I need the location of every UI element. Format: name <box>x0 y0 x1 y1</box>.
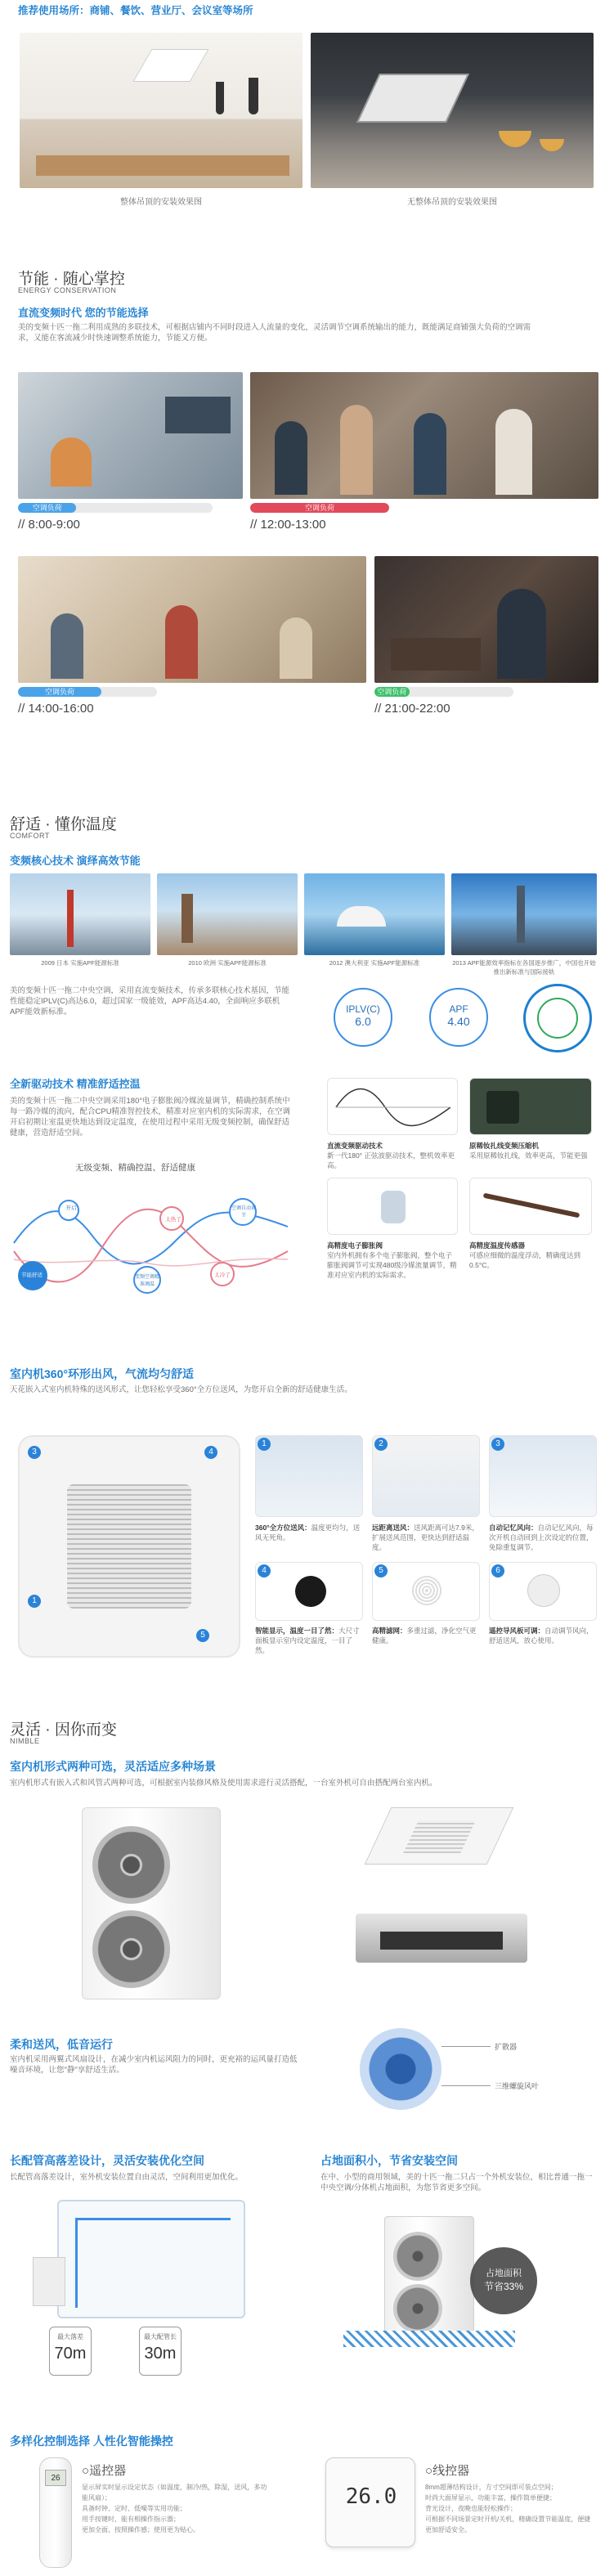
badge-value: 70m <box>54 2345 87 2363</box>
tech-desc: 新一代180° 正弦波驱动技术，整机效率更高。 <box>327 1151 455 1169</box>
city-caption-1: 2009 日本 实施APF能源标准 <box>41 959 119 967</box>
fan-label-diffuser: 扩散器 <box>495 2043 518 2051</box>
chip-image <box>486 1091 519 1124</box>
display-icon <box>295 1576 326 1607</box>
load-bar-3 <box>18 687 157 697</box>
slot-photo-night <box>374 556 598 683</box>
pipe-heading: 长配管高落差设计，灵活安装优化空间 <box>10 2154 204 2167</box>
badge-value: 30m <box>144 2345 177 2363</box>
comfort-desc: 美的变频十匹一拖二中央空调，采用直流变频技术，传承多联核心技术基因，节能性能稳定IPLV(C)高达6.0，超过国家一级能效，APF高达4.40，全面响应多联机APF能效新标准。 <box>10 986 290 1016</box>
fan-desc: 室内机采用两翼式风扇设计，在减少室内机运风阻力的同时，更充裕的运风量打造低噪音环境，让您"静"享舒适生活。 <box>10 2055 298 2075</box>
person-image <box>51 438 92 487</box>
airflow-heading: 室内机360°环形出风，气流均匀舒适 <box>10 1367 194 1380</box>
feature-num: 5 <box>374 1564 388 1577</box>
area-badge-line1: 占地面积 <box>486 2269 522 2278</box>
feature-desc: 多重过滤，净化空气更健康。 <box>372 1627 477 1645</box>
building-diagram <box>57 2200 245 2318</box>
pipe-line <box>75 2218 78 2308</box>
person-image <box>495 409 532 495</box>
fan-grille-image <box>393 2232 442 2281</box>
opera-house-image <box>337 906 386 927</box>
menu-board-image <box>165 397 231 433</box>
list-item: 用手按键时，能有相操作指示器； <box>82 2515 180 2523</box>
list-item: 时尚大面屏显示，功能丰富，操作简单便捷； <box>425 2494 556 2502</box>
person-image <box>340 405 373 495</box>
remote-control-image <box>39 2457 72 2568</box>
feature-desc: 自动调节风向，舒适送风，放心使用。 <box>489 1627 594 1645</box>
spire-image <box>182 894 193 943</box>
fan-label-blade: 三维螺旋风叶 <box>495 2082 540 2090</box>
tech-title: 直流变频驱动技术 <box>327 1142 383 1150</box>
energy-label-logo <box>523 984 592 1052</box>
iplv-badge <box>334 988 392 1047</box>
city-caption-2: 2010 欧洲 实施APF能源标准 <box>188 959 267 967</box>
feature-text-4 <box>255 1626 363 1655</box>
person-image <box>414 413 446 495</box>
fan-heading: 柔和送风，低音运行 <box>10 2038 113 2051</box>
person-image <box>497 589 546 679</box>
filter-icon <box>410 1574 443 1607</box>
valve-icon <box>381 1191 406 1223</box>
slot-photo-morning <box>18 372 243 499</box>
iplv-label: IPLV(C) <box>346 1003 380 1015</box>
wired-list <box>425 2482 597 2535</box>
city-photo-australia <box>304 873 445 955</box>
comfort-title: 舒适 · 懂你温度 <box>10 816 117 833</box>
pipe-length-badge <box>139 2327 182 2376</box>
feature-title: 智能显示，温度一目了然： <box>255 1627 339 1635</box>
tech-desc: 采用原稀钕扎线，效率更高，节能更强 <box>469 1151 588 1160</box>
tech-title: 原稀钕扎线变频压缩机 <box>469 1142 540 1150</box>
list-item: 具备时钟、定时、低噪等实用功能； <box>82 2505 186 2512</box>
label-line <box>441 2046 491 2047</box>
comfort-heading: 变频核心技术 演绎高效节能 <box>10 855 141 867</box>
feature-title: 360°全方位送风： <box>255 1524 311 1532</box>
sensor-cable-icon <box>483 1193 580 1218</box>
panel-marker-4: 4 <box>204 1446 217 1459</box>
airflow-desc: 天花嵌入式室内机特殊的送风形式，让您轻松享受360°全方位送风，为您开启全新的舒适健康生活。 <box>10 1385 352 1394</box>
caption-left: 整体吊顶的安装效果图 <box>120 198 202 207</box>
pipe-line <box>75 2218 231 2220</box>
slot-photo-noon <box>250 372 598 499</box>
feature-desc: 大尺寸面板显示室内设定温度，一目了然。 <box>255 1627 360 1654</box>
energy-subtitle: ENERGY CONSERVATION <box>18 286 117 294</box>
sine-wave-icon <box>328 1079 458 1135</box>
energy-desc: 美的变频十匹一拖二利用成熟的多联技术，可根据店铺内不同时段进入人流量的变化，灵活调节空调系统输出的能力，既能满足商铺强大负荷的空调需求，又能在客流减少时快速调整系统能力，节能又方便。 <box>18 323 531 343</box>
fan-grille-image <box>92 1910 170 1988</box>
energy-title: 节能 · 随心掌控 <box>18 271 125 288</box>
list-item: 显示屏实时显示设定状态（如温度，制冷/热，除湿，送风，多功能风扇）； <box>82 2484 267 2502</box>
tech-text-2 <box>469 1141 592 1160</box>
list-item: 可根据不同场景定时开机/关机，精确设置节能温度，便捷更加舒适安全。 <box>425 2515 591 2533</box>
wired-controller-image <box>325 2457 415 2547</box>
outdoor-unit-mini <box>33 2257 65 2306</box>
controller-display: 26.0 <box>345 2484 397 2509</box>
wired-title-text: 线控器 <box>432 2464 470 2478</box>
tech-card-board <box>469 1078 592 1135</box>
load-bar-fill: 空调负荷 <box>250 503 389 513</box>
city-photo-china <box>451 873 597 955</box>
cassette-panel-image <box>18 1435 240 1658</box>
tech-text-4 <box>469 1241 592 1270</box>
iplv-value: 6.0 <box>355 1015 371 1028</box>
load-bar-2 <box>250 503 389 513</box>
feature-image-6 <box>489 1562 597 1621</box>
feature-num: 4 <box>258 1564 271 1577</box>
wave-label: 空调自动调节 <box>231 1206 256 1218</box>
tower-image <box>67 890 74 947</box>
slot-time-4: // 21:00-22:00 <box>374 702 450 716</box>
slot-time-2: // 12:00-13:00 <box>250 518 326 532</box>
feature-text-1 <box>255 1523 363 1542</box>
badge-title: 最大落差 <box>57 2333 83 2340</box>
louver-icon <box>527 1574 560 1607</box>
feature-num: 3 <box>491 1438 504 1451</box>
feature-title: 自动记忆风向： <box>489 1524 538 1532</box>
apf-value: 4.40 <box>447 1015 470 1028</box>
tech-card-sensor <box>469 1178 592 1235</box>
label-line <box>441 2085 491 2086</box>
list-item: 更加全面、按照操作感；使用更为贴心。 <box>82 2526 199 2533</box>
feature-image-4 <box>255 1562 363 1621</box>
lamp-image <box>540 139 564 151</box>
panel-marker-3: 3 <box>28 1446 41 1459</box>
tech-text-1 <box>327 1141 458 1170</box>
feature-image-2 <box>372 1435 480 1517</box>
load-bar-fill: 空调负荷 <box>374 687 410 697</box>
fan-impeller-image <box>360 2028 441 2110</box>
panel-marker-5: 5 <box>196 1629 209 1642</box>
person-image <box>275 421 307 495</box>
load-bar-fill: 空调负荷 <box>18 503 76 513</box>
height-diff-badge <box>49 2327 92 2376</box>
outdoor-unit-compact-image <box>384 2216 474 2339</box>
table-image <box>391 638 481 671</box>
remote-title: ○遥控器 <box>82 2464 127 2478</box>
tech-title: 高精度电子膨胀阀 <box>327 1241 383 1250</box>
feature-title: 远距离送风： <box>372 1524 415 1532</box>
tech-text-3 <box>327 1241 458 1280</box>
apf-label: APF <box>449 1003 468 1015</box>
cassette-indoor-image <box>365 1807 514 1865</box>
duct-indoor-image <box>356 1914 527 1963</box>
slot-time-3: // 14:00-16:00 <box>18 702 94 716</box>
lamp-image <box>499 131 531 147</box>
feature-desc: 送风距离可达7.9米，扩展送风范围，更快达到舒适温度。 <box>372 1524 479 1551</box>
city-photo-europe <box>157 873 298 955</box>
nimble-heading: 室内机形式两种可选，灵活适应多种场景 <box>10 1760 216 1773</box>
tech-card-sine <box>327 1078 458 1135</box>
duct-vent-image <box>380 1932 503 1950</box>
wave-label: 变频空调精准调温 <box>134 1275 159 1287</box>
city-caption-3: 2012 澳大利亚 实施APF能源标准 <box>329 959 420 967</box>
area-heading: 占地面积小，节省安装空间 <box>320 2154 458 2167</box>
feature-image-3 <box>489 1435 597 1517</box>
person-image <box>165 605 198 679</box>
lamp-image <box>216 82 224 114</box>
pipe-desc: 长配管高落差设计，室外机安装位置自由灵活，空间利用更加优化。 <box>10 2173 244 2182</box>
lamp-image <box>249 78 258 114</box>
feature-num: 2 <box>374 1438 388 1451</box>
grille-image <box>67 1484 191 1609</box>
city-photo-japan <box>10 873 150 955</box>
tech-desc: 可感应细微的温度浮动，精确度达到0.5°C。 <box>469 1251 581 1269</box>
list-item: 8mm超薄结构设计，方寸空间即可装点空间； <box>425 2484 558 2491</box>
remote-title-text: 遥控器 <box>89 2464 127 2478</box>
area-badge-line2: 节省33% <box>483 2281 524 2292</box>
list-item: 背光设计，夜晚也能轻松操作； <box>425 2505 517 2512</box>
cassette-unit-image <box>132 49 208 82</box>
panel-marker-1: 1 <box>28 1595 41 1608</box>
comfort-heading2: 全新驱动技术 精准舒适控温 <box>10 1078 141 1090</box>
caption-right: 无整体吊顶的安装效果图 <box>407 198 497 207</box>
feature-desc: 温度更均匀，送风无死角。 <box>255 1524 361 1542</box>
wave-label: 节能舒适 <box>21 1272 43 1278</box>
area-desc: 在中、小型的商用领域，美的十匹一拖二只占一个外机安装位，相比普通一拖一中央空调/分体机占地面积，为您节省更多空间。 <box>320 2173 593 2192</box>
nimble-desc: 室内机形式有嵌入式和风管式两种可选，可根据室内装修风格及使用需求进行灵活搭配，一台室外机可自由搭配两台室内机。 <box>10 1779 437 1788</box>
feature-text-5 <box>372 1626 480 1645</box>
outdoor-unit-image <box>82 1807 221 1999</box>
cassette-unit-image <box>356 74 469 123</box>
fan-grille-image <box>393 2284 442 2333</box>
slot-time-1: // 8:00-9:00 <box>18 518 80 532</box>
feature-text-3 <box>489 1523 597 1552</box>
usage-heading: 推荐使用场所：商铺、餐饮、营业厅、会议室等场所 <box>18 5 253 16</box>
wave-label: 开启 <box>65 1205 77 1211</box>
load-bar-4 <box>374 687 513 697</box>
tech-card-valve <box>327 1178 458 1235</box>
person-image <box>51 613 83 679</box>
no-ceiling-install-photo <box>311 33 594 188</box>
load-bar-fill: 空调负荷 <box>18 687 101 697</box>
person-image <box>280 617 312 679</box>
load-bar-1 <box>18 503 213 513</box>
feature-title: 遥控导风板可调： <box>489 1627 545 1635</box>
apf-badge <box>429 988 488 1047</box>
wired-title: ○线控器 <box>425 2464 470 2478</box>
energy-heading: 直流变频时代 您的节能选择 <box>18 307 149 319</box>
comfort-subtitle: COMFORT <box>10 832 50 840</box>
remote-screen: 26 <box>45 2470 66 2486</box>
tech-title: 高精度温度传感器 <box>469 1241 526 1250</box>
feature-num: 1 <box>258 1438 271 1451</box>
remote-list <box>82 2482 270 2535</box>
tower-image <box>517 886 525 943</box>
table-image <box>36 155 289 176</box>
slot-photo-afternoon <box>18 556 366 683</box>
floor-area-image <box>343 2331 515 2347</box>
nimble-title: 灵活 · 因你而变 <box>10 1721 117 1739</box>
feature-text-2 <box>372 1523 480 1552</box>
feature-num: 6 <box>491 1564 504 1577</box>
feature-title: 高精滤网： <box>372 1627 407 1635</box>
control-heading: 多样化控制选择 人性化智能操控 <box>10 2435 173 2448</box>
tech-desc: 室内外机拥有多个电子膨胀阀，整个电子膨胀阀调节可实现480级冷媒流量调节，精准对应室内机的实际需求。 <box>327 1251 457 1279</box>
feature-text-6 <box>489 1626 597 1645</box>
feature-desc: 自动记忆风向，每次开机自动回到上次设定的位置，免除重复调节。 <box>489 1524 594 1551</box>
feature-image-1 <box>255 1435 363 1517</box>
energy-logo-icon <box>537 998 578 1039</box>
city-caption-4: 2013 APF能源效率指标在各国逐步推广，中国也开始推出新标准与国际接轨 <box>452 959 596 976</box>
wave-label: 太冷了 <box>214 1272 231 1278</box>
area-saving-badge <box>470 2247 537 2314</box>
wave-title: 无级变频、精确控温、舒适健康 <box>75 1163 195 1173</box>
nimble-subtitle: NIMBLE <box>10 1737 40 1745</box>
grille-image <box>403 1820 476 1853</box>
ceiling-install-photo <box>20 33 303 188</box>
wave-label: 太热了 <box>165 1217 182 1223</box>
feature-image-5 <box>372 1562 480 1621</box>
badge-title: 最大配管长 <box>144 2333 177 2340</box>
fan-grille-image <box>92 1826 170 1904</box>
comfort-desc2: 美的变频十匹一拖二中央空调采用180°电子膨胀阀冷媒流量调节，精确控制系统中每一路冷媒的流向，配合CPU精准智控技术，精准对应室内机的实际需求，在空调开启初期让室温更快地达到设定温度，在使用过程中采用无级变频控制，确保舒适健康，营造舒适空间。 <box>10 1097 291 1138</box>
